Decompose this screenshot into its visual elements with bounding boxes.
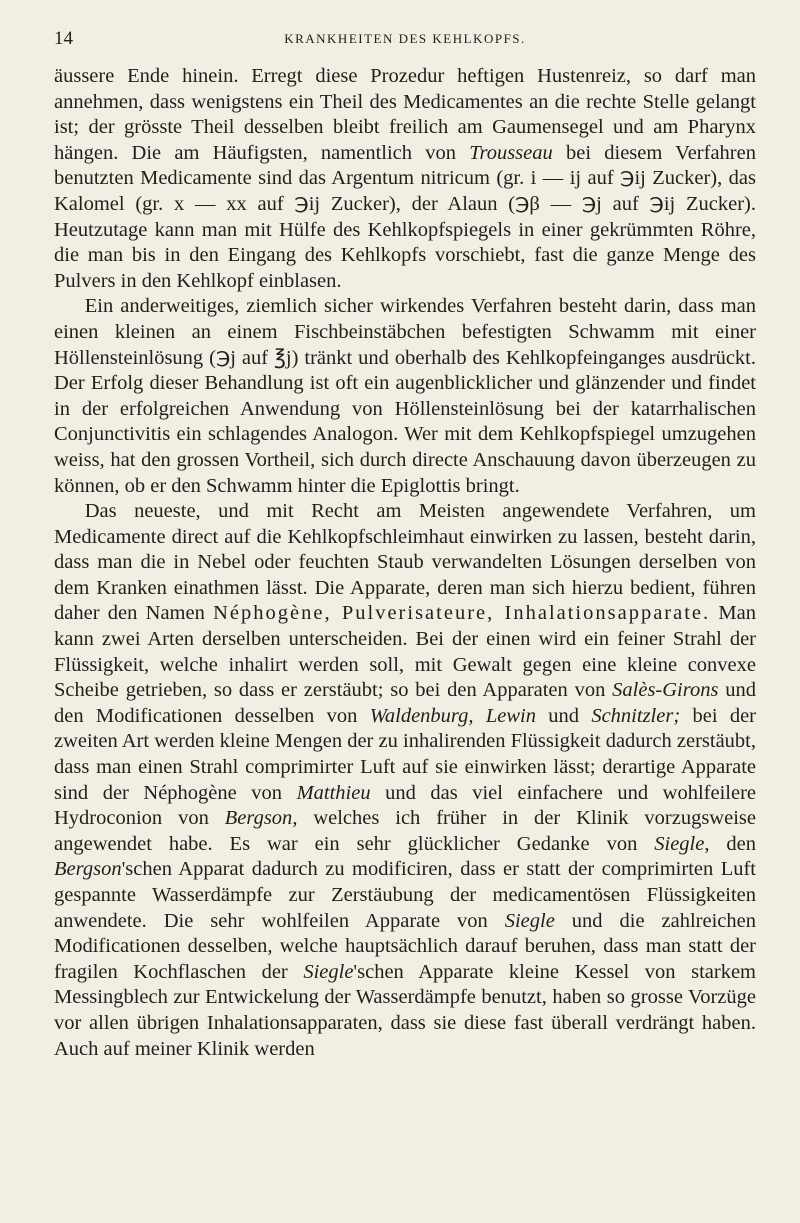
running-title: KRANKHEITEN DES KEHLKOPFS. — [284, 31, 526, 46]
text-run: bei diesem Verfahren benutzten Medicamente sind das Argentum nitricum (gr. i — ij auf ℈ij Zucker), das Kalomel (gr. x — xx auf ℈ij Zucker), der Alaun (℈β — ℈j auf ℈ij Zucker). Heutzutage kann man mit Hülfe des Kehlkopfspiegels in einer gekrümmten Röhre, die man bis in den Eingang des Kehlkopfs vorschiebt, fast die ganze Menge des Pulvers in den Kehlkopf einblasen. — [54, 141, 756, 292]
text-run: und den Modificationen desselben von — [54, 679, 757, 727]
paragraph — [54, 294, 756, 499]
text-run: 'schen Apparate kleine Kessel von starkem Messingblech zur Entwickelung der Wasserdämpfe benutzt, haben so grosse Vorzüge vor allen übrigen Inhalationsapparaten, dass sie diese fast überall verdrängt haben. Auch auf meiner Klinik werden — [54, 960, 757, 1060]
page-header — [54, 28, 756, 56]
italic-name: Matthieu — [296, 781, 371, 804]
text-run: , den — [704, 832, 756, 855]
text-run: bei der zweiten Art werden kleine Mengen der zu inhalirenden Flüssigkeit dadurch zerstäubt, dass man einen Strahl comprimirter Luft auf sie einwirken lässt; derartige Apparate sind der Néphogène von — [54, 704, 756, 804]
italic-name: Schnitzler; — [591, 704, 681, 727]
italic-name: Trousseau — [469, 141, 553, 164]
text-run: und — [535, 704, 592, 727]
page-number: 14 — [54, 28, 73, 49]
text-run: äussere Ende hinein. Erregt diese Prozedur heftigen Hustenreiz, so darf man annehmen, dass wenigstens ein Theil des Medicamentes an die rechte Stelle gelangt ist; der grösste Theil desselben bleibt freilich am Gaumensegel und am Pharynx hängen. Die am Häufigsten, namentlich von — [54, 65, 756, 164]
italic-name: Siegle — [504, 909, 555, 932]
italic-name: Salès-Girons — [612, 679, 719, 702]
text-run: und die zahlreichen Modificationen desselben, welche hauptsächlich darauf beruhen, dass man statt der fragilen Kochflaschen der — [54, 909, 756, 983]
body-text — [54, 64, 756, 1062]
italic-name: Siegle — [654, 832, 705, 855]
text-run: Man kann zwei Arten derselben unterscheiden. Bei der einen wird ein feiner Strahl der Flüssigkeit, welche inhalirt werden soll, mit Gewalt gegen eine kleine convexe Scheibe getrieben, so dass er zerstäubt; so bei den Apparaten von — [54, 602, 756, 702]
italic-name: Waldenburg, Lewin — [369, 704, 536, 727]
paragraph — [54, 64, 756, 294]
paragraph — [54, 499, 756, 1062]
text-run: , welches ich früher in der Klinik vorzugsweise angewendet habe. Es war ein sehr glücklicher Gedanke von — [54, 807, 756, 855]
text-run: 'schen Apparat dadurch zu modificiren, dass er statt der comprimirten Luft gespannte Wasserdämpfe zur Zerstäubung der medicamentösen Flüssigkeiten anwendete. Die sehr wohlfeilen Apparate von — [54, 858, 756, 932]
italic-name: Bergson — [224, 807, 293, 830]
text-run: Ein anderweitiges, ziemlich sicher wirkendes Verfahren besteht darin, dass man einen kleinen an einem Fischbeinstäbchen befestigten Schwamm mit einer Höllensteinlösung (℈j auf ℥j) tränkt und oberhalb des Kehlkopfeinganges ausdrückt. Der Erfolg dieser Behandlung ist oft ein augenblicklicher und glänzender und findet in der erfolgreichen Anwendung von Höllensteinlösung bei der katarrhalischen Conjunctivitis ein schlagendes Analogon. Wer mit dem Kehlkopfspiegel umzugehen weiss, hat den grossen Vortheil, sich durch directe Anschauung davon überzeugen zu können, ob er den Schwamm hinter die Epiglottis bringt. — [54, 295, 756, 497]
spaced-term: Néphogène, Pulverisateure, Inhalationsapparate. — [213, 602, 711, 625]
text-run: und das viel einfachere und wohlfeilere Hydroconion von — [54, 781, 756, 830]
text-run: Das neueste, und mit Recht am Meisten angewendete Verfahren, um Medicamente direct auf die Kehlkopfschleimhaut einwirken zu lassen, besteht darin, dass man die in Nebel oder feuchten Staub verwandelten Lösungen derselben von dem Kranken einathmen lässt. Die Apparate, deren man sich hierzu bedient, führen daher den Namen — [54, 500, 756, 625]
italic-name: Siegle — [303, 960, 354, 983]
italic-name: Bergson — [54, 858, 122, 881]
